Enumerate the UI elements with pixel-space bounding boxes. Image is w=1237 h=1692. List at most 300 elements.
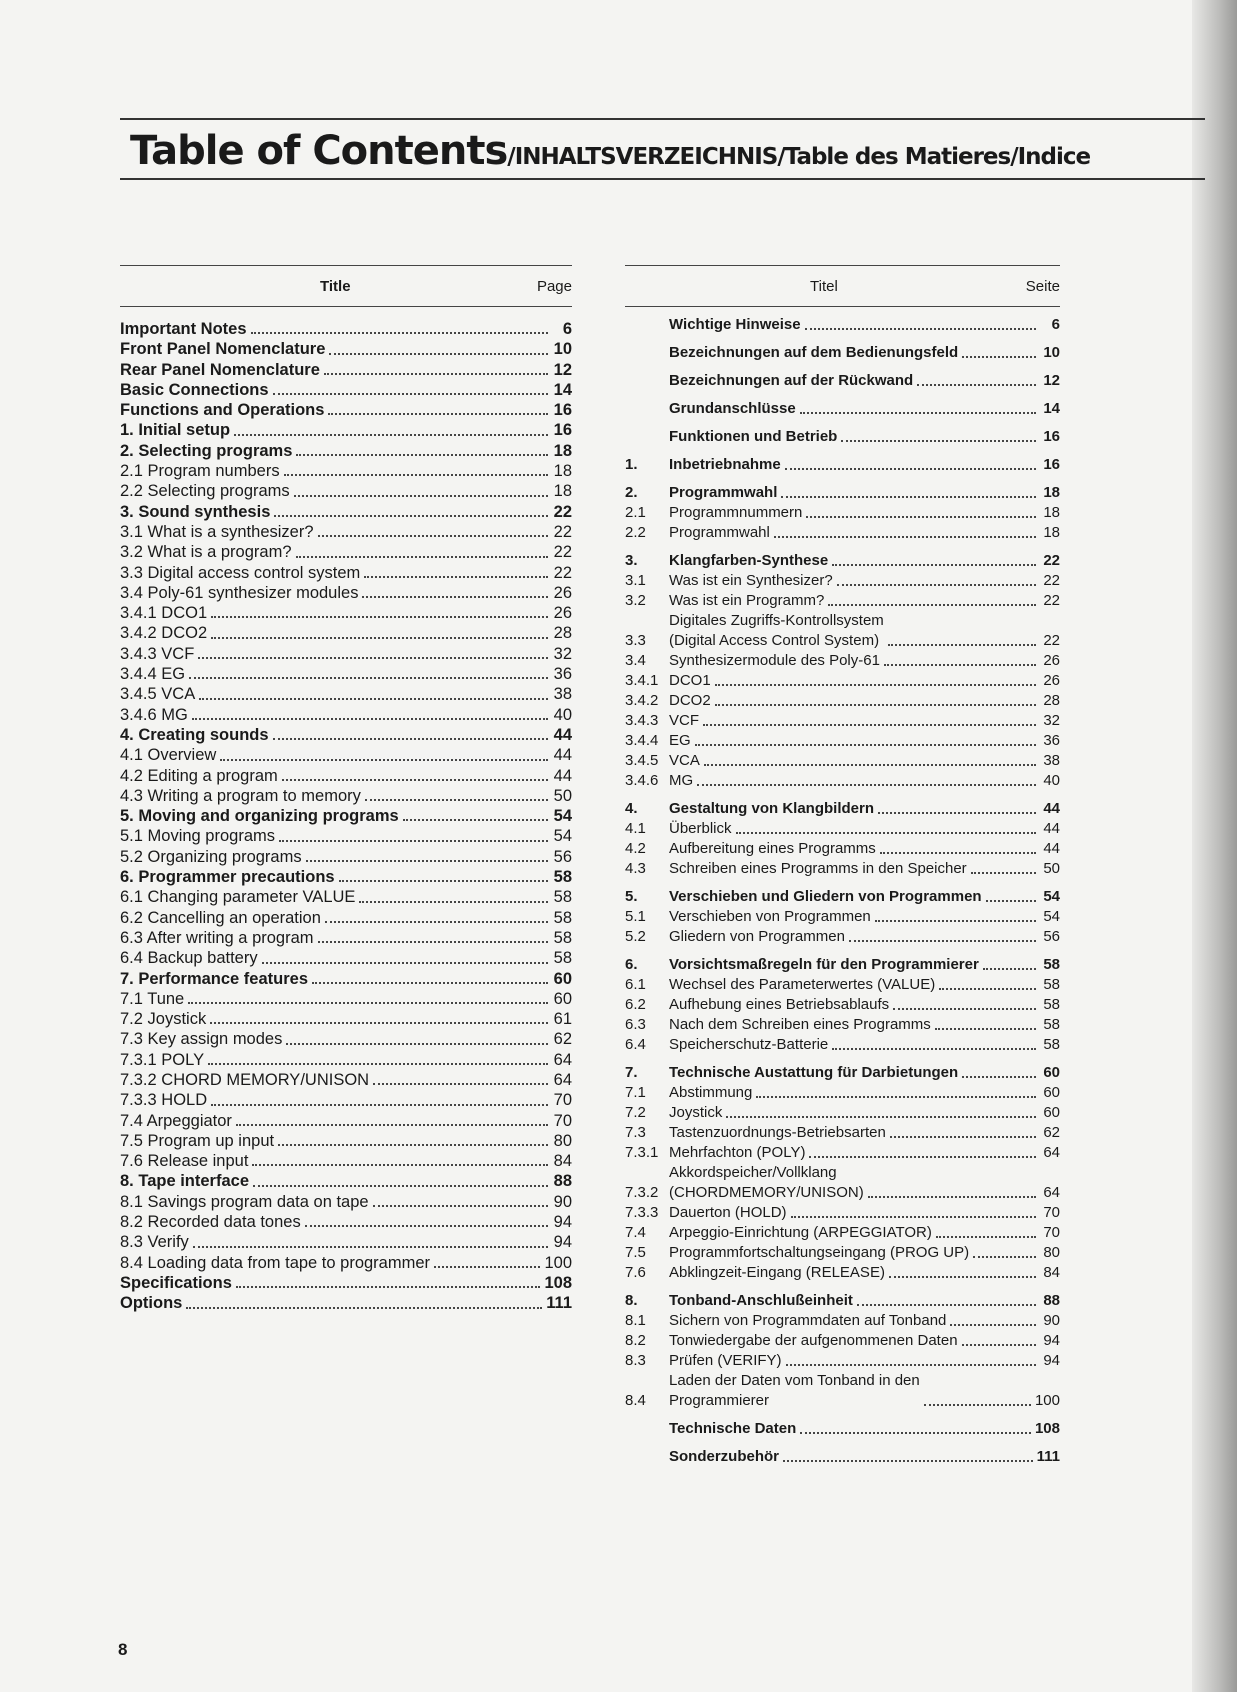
entry-title: Rear Panel Nomenclature xyxy=(120,360,320,379)
toc-entry[interactable] xyxy=(625,731,1060,751)
dot-leader xyxy=(373,1083,548,1085)
entry-number: 2. xyxy=(625,484,638,501)
entry-title: Dauerton (HOLD) xyxy=(669,1204,787,1221)
dot-leader xyxy=(278,1144,548,1146)
entry-number: 4.1 xyxy=(625,820,646,837)
entry-page: 44 xyxy=(1043,800,1060,817)
toc-entry[interactable] xyxy=(120,1171,572,1191)
entry-page: 94 xyxy=(553,1233,572,1252)
entry-title: 3.4.4 EG xyxy=(120,665,186,684)
toc-entry[interactable] xyxy=(120,1253,572,1273)
toc-entry[interactable] xyxy=(625,1203,1060,1223)
toc-entry[interactable] xyxy=(625,315,1060,335)
entry-page: 26 xyxy=(1043,652,1060,669)
toc-entry[interactable] xyxy=(120,725,572,745)
entry-page: 16 xyxy=(1043,428,1060,445)
entry-title: 7.3.3 HOLD xyxy=(120,1091,208,1110)
entry-title: 3.2 What is a program? xyxy=(120,543,292,562)
toc-entry[interactable] xyxy=(120,705,572,725)
toc-entry[interactable] xyxy=(120,745,572,765)
toc-entry[interactable] xyxy=(625,859,1060,879)
dot-leader xyxy=(962,1076,1036,1078)
toc-entry[interactable] xyxy=(120,969,572,989)
entry-title: Funktionen und Betrieb xyxy=(669,428,838,445)
dot-leader xyxy=(849,940,1036,942)
toc-entry[interactable] xyxy=(625,1143,1060,1163)
toc-entry[interactable] xyxy=(120,1192,572,1212)
entry-number: 3.4.6 xyxy=(625,772,659,789)
entry-title: 6.2 Cancelling an operation xyxy=(120,908,321,927)
toc-entry[interactable] xyxy=(120,664,572,684)
entry-page: 60 xyxy=(1043,1104,1060,1121)
toc-entry[interactable] xyxy=(625,1243,1060,1263)
entry-number: 3.4.1 xyxy=(625,672,659,689)
toc-entry[interactable] xyxy=(120,502,572,522)
entry-title: 4. Creating sounds xyxy=(120,725,269,744)
dot-leader xyxy=(329,353,548,355)
toc-entry[interactable] xyxy=(625,1311,1060,1331)
entry-page: 108 xyxy=(1034,1420,1060,1437)
entry-page: 61 xyxy=(553,1010,572,1029)
toc-entry[interactable] xyxy=(625,1263,1060,1283)
entry-title: Synthesizermodule des Poly-61 xyxy=(669,652,880,669)
toc-entry[interactable] xyxy=(625,343,1060,363)
dot-leader xyxy=(234,434,548,436)
entry-page: 94 xyxy=(1043,1332,1060,1349)
entry-title: 4.1 Overview xyxy=(120,746,217,765)
dot-leader xyxy=(262,962,548,964)
dot-leader xyxy=(791,1216,1036,1218)
dot-leader xyxy=(324,373,548,375)
dot-leader xyxy=(284,474,548,476)
toc-entry[interactable] xyxy=(120,1050,572,1070)
dot-leader xyxy=(252,1164,548,1166)
dot-leader xyxy=(703,724,1036,726)
entry-title: Laden der Daten vom Tonband in den Programmierer xyxy=(669,1372,920,1409)
entry-title: Technische Daten xyxy=(669,1420,797,1437)
toc-entry[interactable] xyxy=(625,1291,1060,1311)
entry-title: Tastenzuordnungs-Betriebsarten xyxy=(669,1124,886,1141)
entry-title: Sonderzubehör xyxy=(669,1448,780,1465)
toc-entry[interactable] xyxy=(120,786,572,806)
entry-number: 7.4 xyxy=(625,1224,646,1241)
dot-leader xyxy=(186,1307,542,1309)
dot-leader xyxy=(935,1028,1036,1030)
entry-page: 54 xyxy=(1043,908,1060,925)
toc-list xyxy=(625,315,1060,1467)
entry-title: Nach dem Schreiben eines Programms xyxy=(669,1016,931,1033)
entry-title: Gestaltung von Klangbildern xyxy=(669,800,875,817)
entry-page: 18 xyxy=(553,441,572,460)
entry-number: 8. xyxy=(625,1292,638,1309)
dot-leader xyxy=(192,718,548,720)
entry-title: 5.2 Organizing programs xyxy=(120,847,302,866)
dot-leader xyxy=(339,880,548,882)
toc-entry[interactable] xyxy=(120,603,572,623)
toc-entry[interactable] xyxy=(120,908,572,928)
toc-entry[interactable] xyxy=(120,1293,572,1313)
entry-title: 7.6 Release input xyxy=(120,1152,249,1171)
column-header xyxy=(120,265,572,307)
entry-page: 100 xyxy=(1034,1392,1060,1409)
toc-entry[interactable] xyxy=(625,955,1060,975)
toc-entry[interactable] xyxy=(120,1273,572,1293)
entry-number: 3.4 xyxy=(625,652,646,669)
toc-entry[interactable] xyxy=(120,400,572,420)
toc-entry[interactable] xyxy=(120,420,572,440)
title-italian: /Indice xyxy=(1010,144,1091,170)
toc-entry[interactable] xyxy=(120,989,572,1009)
toc-entry[interactable] xyxy=(625,523,1060,543)
dot-leader xyxy=(296,454,548,456)
entry-number: 7.3 xyxy=(625,1124,646,1141)
entry-title: 7.1 Tune xyxy=(120,989,185,1008)
entry-number: 5.1 xyxy=(625,908,646,925)
entry-title: Front Panel Nomenclature xyxy=(120,340,326,359)
entry-page: 80 xyxy=(553,1131,572,1150)
toc-entry[interactable] xyxy=(120,1009,572,1029)
toc-entry[interactable] xyxy=(120,1090,572,1110)
toc-entry[interactable] xyxy=(120,1029,572,1049)
toc-entry[interactable] xyxy=(625,483,1060,503)
entry-title: Bezeichnungen auf der Rückwand xyxy=(669,372,914,389)
toc-entry[interactable] xyxy=(625,927,1060,947)
dot-leader xyxy=(362,596,548,598)
entry-title: Prüfen (VERIFY) xyxy=(669,1352,782,1369)
dot-leader xyxy=(306,860,548,862)
toc-entry[interactable] xyxy=(625,427,1060,447)
toc-entry[interactable] xyxy=(120,1131,572,1151)
toc-entry[interactable] xyxy=(120,380,572,400)
entry-page: 84 xyxy=(553,1152,572,1171)
toc-entry[interactable] xyxy=(120,563,572,583)
toc-entry[interactable] xyxy=(625,907,1060,927)
entry-number: 6. xyxy=(625,956,638,973)
toc-entry[interactable] xyxy=(625,503,1060,523)
entry-page: 60 xyxy=(1043,1084,1060,1101)
toc-entry[interactable] xyxy=(625,1447,1060,1467)
entry-title: Digitales Zugriffs-Kontrollsystem (Digital Access Control System) xyxy=(669,612,884,649)
dot-leader xyxy=(971,872,1036,874)
entry-page: 58 xyxy=(553,888,572,907)
entry-number: 7.1 xyxy=(625,1084,646,1101)
entry-title: 7.4 Arpeggiator xyxy=(120,1111,232,1130)
dot-leader xyxy=(884,664,1036,666)
entry-number: 6.3 xyxy=(625,1016,646,1033)
entry-title: 4.2 Editing a program xyxy=(120,766,278,785)
toc-entry[interactable] xyxy=(120,522,572,542)
dot-leader xyxy=(211,637,548,639)
toc-entry[interactable] xyxy=(625,371,1060,391)
entry-page: 88 xyxy=(553,1172,572,1191)
entry-title: Aufhebung eines Betriebsablaufs xyxy=(669,996,890,1013)
dot-leader xyxy=(296,556,549,558)
entry-page: 22 xyxy=(553,543,572,562)
entry-number: 2.1 xyxy=(625,504,646,521)
entry-title: DCO1 xyxy=(669,672,711,689)
entry-page: 18 xyxy=(1043,524,1060,541)
entry-page: 12 xyxy=(553,360,572,379)
entry-page: 18 xyxy=(553,482,572,501)
dot-leader xyxy=(800,412,1036,414)
entry-title: 5. Moving and organizing programs xyxy=(120,807,399,826)
entry-title: 4.3 Writing a program to memory xyxy=(120,786,361,805)
dot-leader xyxy=(279,840,548,842)
toc-entry[interactable] xyxy=(625,551,1060,571)
entry-number: 8.3 xyxy=(625,1352,646,1369)
dot-leader xyxy=(962,1344,1036,1346)
entry-page: 60 xyxy=(553,969,572,988)
entry-number: 3.3 xyxy=(625,632,646,649)
dot-leader xyxy=(253,1185,548,1187)
entry-title: 7.3.1 POLY xyxy=(120,1050,205,1069)
entry-title: 3.4.5 VCA xyxy=(120,685,196,704)
toc-entry[interactable] xyxy=(120,1151,572,1171)
dot-leader xyxy=(832,1048,1036,1050)
toc-entry[interactable] xyxy=(625,799,1060,819)
toc-entry[interactable] xyxy=(625,1331,1060,1351)
entry-title: Klangfarben-Synthese xyxy=(669,552,829,569)
toc-entry[interactable] xyxy=(625,751,1060,771)
toc-entry[interactable] xyxy=(625,611,1060,651)
toc-entry[interactable] xyxy=(625,671,1060,691)
dot-leader xyxy=(878,812,1036,814)
title-english: Table of Contents xyxy=(130,128,508,174)
entry-title: Arpeggio-Einrichtung (ARPEGGIATOR) xyxy=(669,1224,932,1241)
page-title xyxy=(130,128,1090,174)
entry-page: 38 xyxy=(1043,752,1060,769)
entry-title: 3.3 Digital access control system xyxy=(120,563,361,582)
toc-entry[interactable] xyxy=(625,975,1060,995)
toc-entry[interactable] xyxy=(120,339,572,359)
toc-entry[interactable] xyxy=(120,766,572,786)
toc-entry[interactable] xyxy=(625,839,1060,859)
entry-page: 111 xyxy=(546,1294,572,1313)
toc-entry[interactable] xyxy=(120,867,572,887)
entry-number: 6.2 xyxy=(625,996,646,1013)
toc-entry[interactable] xyxy=(625,651,1060,671)
entry-page: 54 xyxy=(1043,888,1060,905)
entry-page: 70 xyxy=(553,1091,572,1110)
entry-page: 94 xyxy=(1043,1352,1060,1369)
dot-leader xyxy=(805,328,1036,330)
toc-entry[interactable] xyxy=(625,1419,1060,1439)
entry-title: Verschieben und Gliedern von Programmen xyxy=(669,888,982,905)
page-edge-shadow xyxy=(1192,0,1237,1692)
entry-title: 3. Sound synthesis xyxy=(120,502,271,521)
dot-leader xyxy=(837,584,1036,586)
dot-leader xyxy=(274,515,548,517)
toc-entry[interactable] xyxy=(120,1070,572,1090)
toc-entry[interactable] xyxy=(120,1212,572,1232)
toc-german xyxy=(625,265,1060,1467)
entry-title: 8. Tape interface xyxy=(120,1172,249,1191)
dot-leader xyxy=(973,1256,1036,1258)
entry-page: 38 xyxy=(553,685,572,704)
entry-number: 4.2 xyxy=(625,840,646,857)
dot-leader xyxy=(318,535,548,537)
toc-entry[interactable] xyxy=(120,684,572,704)
entry-number: 7.2 xyxy=(625,1104,646,1121)
entry-number: 3. xyxy=(625,552,638,569)
toc-entry[interactable] xyxy=(120,542,572,562)
toc-entry[interactable] xyxy=(120,1232,572,1252)
entry-title: Schreiben eines Programms in den Speicher xyxy=(669,860,967,877)
toc-entry[interactable] xyxy=(120,806,572,826)
entry-page: 32 xyxy=(553,644,572,663)
entry-title: Options xyxy=(120,1294,183,1313)
entry-title: VCF xyxy=(669,712,699,729)
entry-page: 50 xyxy=(1043,860,1060,877)
entry-title: 3.4.2 DCO2 xyxy=(120,624,208,643)
toc-entry[interactable] xyxy=(625,591,1060,611)
entry-page: 18 xyxy=(553,462,572,481)
entry-page: 54 xyxy=(553,807,572,826)
entry-number: 5. xyxy=(625,888,638,905)
toc-entry[interactable] xyxy=(120,948,572,968)
entry-page: 56 xyxy=(553,847,572,866)
toc-entry[interactable] xyxy=(120,319,572,339)
entry-page: 62 xyxy=(553,1030,572,1049)
entry-title: 6.3 After writing a program xyxy=(120,928,314,947)
entry-page: 100 xyxy=(544,1253,572,1272)
toc-entry[interactable] xyxy=(120,461,572,481)
toc-entry[interactable] xyxy=(625,691,1060,711)
dot-leader xyxy=(726,1116,1036,1118)
dot-leader xyxy=(434,1266,540,1268)
entry-number: 3.1 xyxy=(625,572,646,589)
toc-entry[interactable] xyxy=(625,1015,1060,1035)
toc-entry[interactable] xyxy=(120,1111,572,1131)
entry-title: 8.4 Loading data from tape to programmer xyxy=(120,1253,431,1272)
dot-leader xyxy=(809,1156,1036,1158)
toc-entry[interactable] xyxy=(120,826,572,846)
toc-entry[interactable] xyxy=(120,441,572,461)
entry-number: 5.2 xyxy=(625,928,646,945)
entry-title: 8.1 Savings program data on tape xyxy=(120,1192,369,1211)
dot-leader xyxy=(199,698,548,700)
entry-page: 10 xyxy=(553,340,572,359)
entry-title: 8.3 Verify xyxy=(120,1233,189,1252)
toc-entry[interactable] xyxy=(625,1103,1060,1123)
toc-entry[interactable] xyxy=(120,928,572,948)
entry-page: 58 xyxy=(1043,956,1060,973)
entry-number: 8.2 xyxy=(625,1332,646,1349)
dot-leader xyxy=(328,413,548,415)
entry-page: 70 xyxy=(1043,1204,1060,1221)
toc-entry[interactable] xyxy=(625,455,1060,475)
title-rule-bottom xyxy=(120,178,1205,180)
toc-entry[interactable] xyxy=(625,1351,1060,1371)
entry-number: 7.5 xyxy=(625,1244,646,1261)
entry-title: 3.4.6 MG xyxy=(120,705,188,724)
dot-leader xyxy=(365,799,548,801)
dot-leader xyxy=(868,1196,1036,1198)
dot-leader xyxy=(832,564,1036,566)
toc-entry[interactable] xyxy=(625,1035,1060,1055)
entry-page: 18 xyxy=(1043,484,1060,501)
entry-page: 16 xyxy=(553,421,572,440)
dot-leader xyxy=(236,1286,541,1288)
entry-title: Vorsichtsmaßregeln für den Programmierer xyxy=(669,956,979,973)
entry-number: 7.3.3 xyxy=(625,1204,659,1221)
entry-page: 108 xyxy=(544,1273,572,1292)
entry-number: 3.4.4 xyxy=(625,732,659,749)
dot-leader xyxy=(236,1124,548,1126)
toc-entry[interactable] xyxy=(625,711,1060,731)
dot-leader xyxy=(917,384,1036,386)
toc-entry[interactable] xyxy=(625,1371,1060,1411)
entry-page: 90 xyxy=(1043,1312,1060,1329)
dot-leader xyxy=(893,1008,1036,1010)
dot-leader xyxy=(880,852,1036,854)
dot-leader xyxy=(806,516,1036,518)
dot-leader xyxy=(220,759,548,761)
toc-entry[interactable] xyxy=(625,1083,1060,1103)
entry-number: 7.6 xyxy=(625,1264,646,1281)
dot-leader xyxy=(305,1225,548,1227)
toc-entry[interactable] xyxy=(625,995,1060,1015)
toc-entry[interactable] xyxy=(625,1123,1060,1143)
toc-entry[interactable] xyxy=(120,623,572,643)
entry-title: 7.3.2 CHORD MEMORY/UNISON xyxy=(120,1070,370,1089)
entry-page: 32 xyxy=(1043,712,1060,729)
entry-title: Programmnummern xyxy=(669,504,803,521)
entry-page: 58 xyxy=(1043,976,1060,993)
entry-page: 50 xyxy=(553,786,572,805)
entry-page: 60 xyxy=(553,989,572,1008)
entry-page: 44 xyxy=(553,746,572,765)
entry-number: 3.4.5 xyxy=(625,752,659,769)
toc-entry[interactable] xyxy=(120,481,572,501)
toc-english xyxy=(120,265,572,1314)
toc-entry[interactable] xyxy=(120,847,572,867)
entry-number: 8.4 xyxy=(625,1392,646,1409)
dot-leader xyxy=(828,604,1036,606)
entry-title: MG xyxy=(669,772,694,789)
toc-entry[interactable] xyxy=(625,571,1060,591)
toc-entry[interactable] xyxy=(625,819,1060,839)
entry-page: 58 xyxy=(553,908,572,927)
toc-entry[interactable] xyxy=(625,771,1060,791)
toc-entry[interactable] xyxy=(120,887,572,907)
toc-entry[interactable] xyxy=(625,1223,1060,1243)
entry-number: 4. xyxy=(625,800,638,817)
entry-page: 22 xyxy=(1043,632,1060,649)
entry-page: 54 xyxy=(553,827,572,846)
entry-page: 84 xyxy=(1043,1264,1060,1281)
entry-page: 62 xyxy=(1043,1124,1060,1141)
entry-page: 58 xyxy=(553,928,572,947)
dot-leader xyxy=(890,1136,1036,1138)
entry-page: 58 xyxy=(553,949,572,968)
entry-title: 7.5 Program up input xyxy=(120,1131,275,1150)
entry-page: 22 xyxy=(553,502,572,521)
toc-entry[interactable] xyxy=(625,1063,1060,1083)
toc-entry[interactable] xyxy=(120,583,572,603)
entry-page: 26 xyxy=(553,583,572,602)
toc-entry[interactable] xyxy=(625,887,1060,907)
toc-entry[interactable] xyxy=(120,644,572,664)
toc-entry[interactable] xyxy=(625,1163,1060,1203)
entry-title: 3.4 Poly-61 synthesizer modules xyxy=(120,583,359,602)
entry-title: Akkordspeicher/Vollklang (CHORDMEMORY/UNISON) xyxy=(669,1164,864,1201)
column-header xyxy=(625,265,1060,307)
toc-entry[interactable] xyxy=(625,399,1060,419)
toc-entry[interactable] xyxy=(120,360,572,380)
header-page: Seite xyxy=(1025,277,1060,295)
entry-title: 3.4.3 VCF xyxy=(120,644,195,663)
